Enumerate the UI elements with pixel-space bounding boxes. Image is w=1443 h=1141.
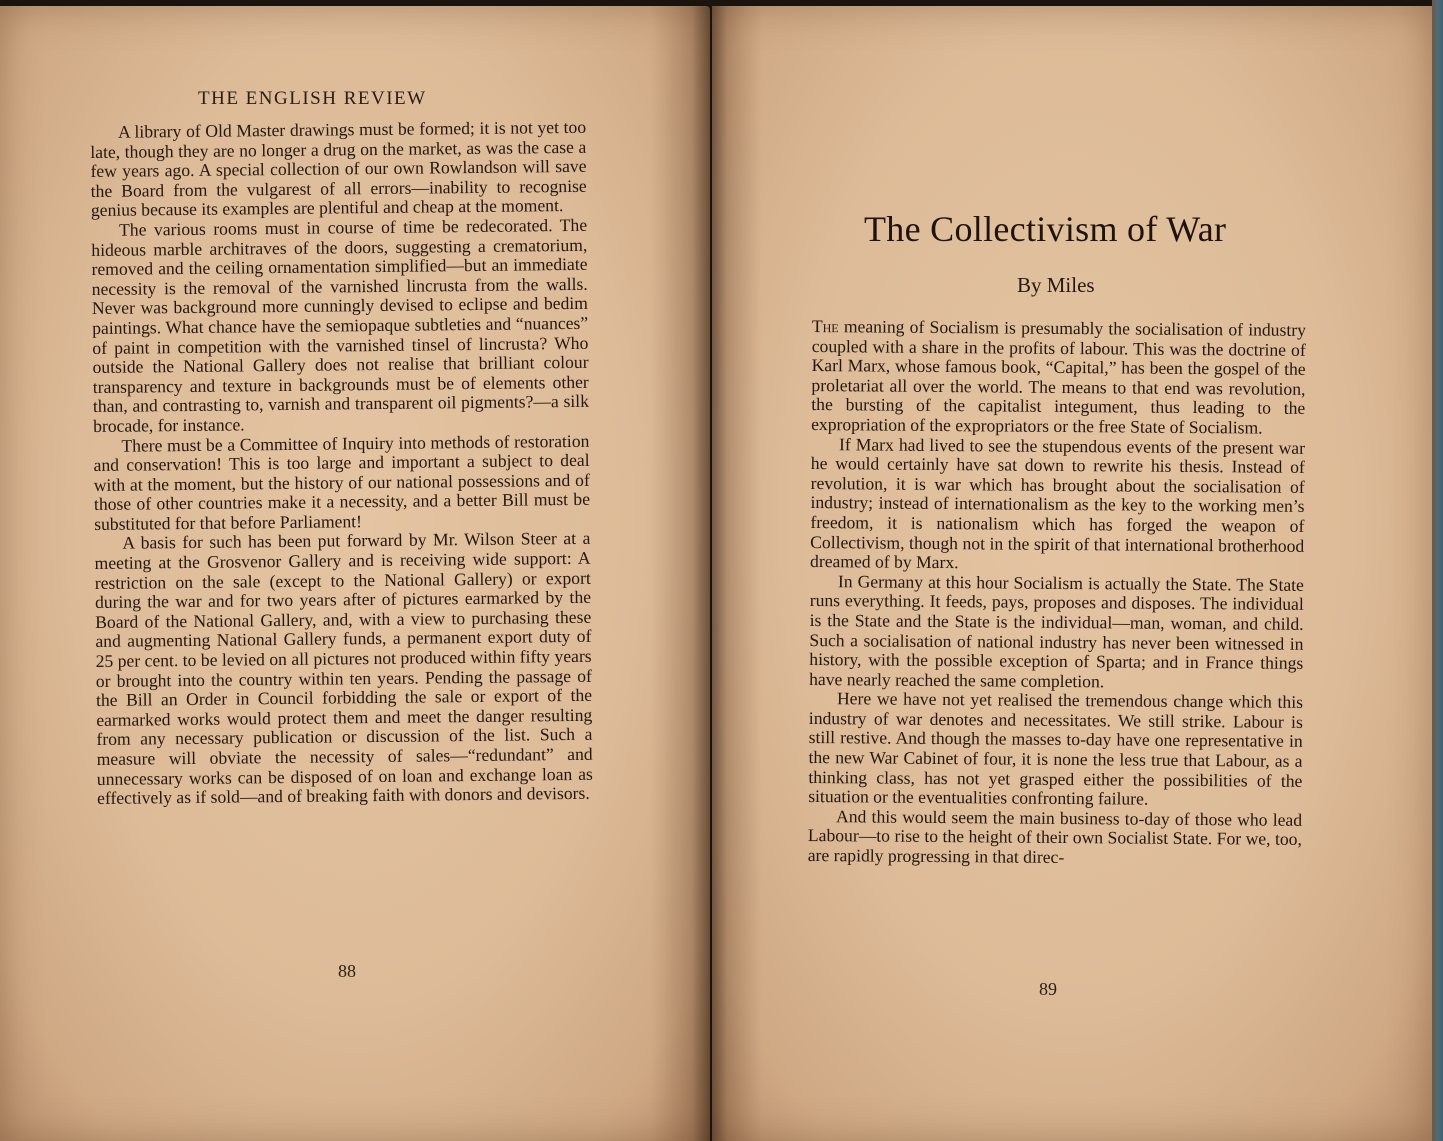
left-paragraph-2: The various rooms must in course of time be redecorated. The hideous marble architraves of the doors, suggesting a crematorium, removed and the ceiling ornamentation simplified—but an immediate necessity is the removal of the varnished lincrusta from the walls. Never was background more cunningly devised to eclipse and bedim paintings. What chance have the semiopaque subtleties and “nuances” of paint in competition with the varnished tinsel of lincrusta? Who outside the National Gallery does not realise that brilliant colour transparency and texture in backgrounds must be of elements other than, and contrasting to, varnish and transparent oil pigments?—a silk brocade, for instance. <box>91 214 590 436</box>
right-paragraph-5: And this would seem the main business to-day of those who lead Labour—to rise to the height of their own Socialist State. For we, too, are rapidly progressing in that direc- <box>807 806 1303 868</box>
page-number-left: 88 <box>338 961 356 981</box>
right-gutter-shadow <box>712 6 762 1141</box>
opening-words: The <box>811 316 839 337</box>
article-title: The Collectivism of War <box>864 209 1227 249</box>
page-number-right: 89 <box>1039 979 1057 999</box>
left-paragraph-1: A library of Old Master drawings must be formed; it is not yet too late, though they are no longer a drug on the market, as was the case a few years ago. A special collection of our own Rowlandson will save the Board from the vulgarest of all errors—inability to recognise genius because its examples are plentiful and cheap at the moment. <box>90 116 587 221</box>
right-paragraph-3: In Germany at this hour Socialism is actually the State. The State runs everything. It feeds, pays, proposes and disposes. The individual is the State and the State is the individual—man, woman, and child. Such a socialisation of national industry has never been witnessed in history, with the possible exception of Sparta; and in France things have nearly reached the same completion. <box>809 570 1304 691</box>
left-paragraph-4: A basis for such has been put forward by Mr. Wilson Steer at a meeting at the Grosvenor Gallery and is receiving wide support: A restriction on the sale (except to the National Gallery) or export during the war and for two years after of pictures earmarked by the Board of the National Gallery, and, with a view to purchasing these and augmenting National Gallery funds, a permanent export duty of 25 per cent. to be levied on all pictures not produced within fifty years or brought into the country within ten years. Pending the passage of the Bill an Order in Council forbidding the sale or export of the earmarked works would protect them and meet the danger resulting from any necessary publication or discussion of the list. Such a measure will obviate the necessity of sales—“redundant” and unnecessary works can be disposed of on loan and exchange loan as effectively as if sold—and of breaking faith with donors and devisors. <box>94 528 593 809</box>
left-paragraph-3: There must be a Committee of Inquiry into methods of restoration and conservation! This is too large and important a subject to deal with at the moment, but the history of our national possessions and of those of other countries make it a necessity, and a better Bill must be substituted for that before Parliament! <box>93 430 591 534</box>
right-paragraph-4: Here we have not yet realised the tremendous change which this industry of war denotes and necessitates. We still strike. Labour is still restive. And though the masses to-day have one representative in the new War Cabinet of four, it is none the less true that Labour, as a thinking class, has not yet grasped either the possibilities of the situation or the eventualities confronting failure. <box>808 688 1304 809</box>
right-paragraph-1-text: meaning of Socialism is presumably the socialisation of industry coupled with a share in the profits of labour. This was the doctrine of Karl Marx, whose famous book, “Capital,” has been the gospel of the proletariat all over the world. The means to that end was revolution, the bursting of the capitalist integument, thus leading to the expropriation of the expropriators or the free State of Socialism. <box>811 316 1306 438</box>
running-head: THE ENGLISH REVIEW <box>198 88 427 109</box>
right-paragraph-1 <box>811 317 1306 438</box>
left-page-body <box>90 118 593 809</box>
book-cover-edge <box>1432 0 1443 1141</box>
right-page-body <box>808 317 1306 869</box>
article-byline: By Miles <box>1017 273 1095 297</box>
left-gutter-shadow <box>650 6 710 1141</box>
right-paragraph-2: If Marx had lived to see the stupendous events of the present war he would certainly have sat down to rewrite his thesis. Instead of revolution, it is war which has brought about the socialisation of industry; instead of internationalism as the key to the working men’s freedom, it is nationalism which has forged the weapon of Collectivism, though not in the spirit of that international brotherhood dreamed of by Marx. <box>810 433 1306 573</box>
